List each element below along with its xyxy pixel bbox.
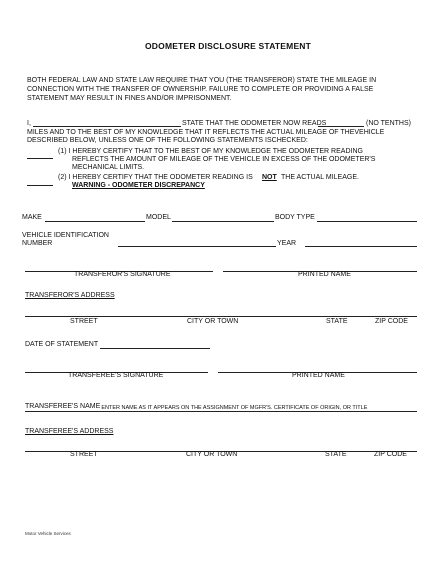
odometer-reading-field[interactable] [318,126,364,127]
transferee-signature-label: TRANSFEREE'S SIGNATURE [68,372,164,379]
transferor-zip-label: ZIP CODE [375,318,408,325]
transferee-address-label: TRANSFEREE'S ADDRESS [25,428,114,435]
body-type-label: BODY TYPE [275,214,315,221]
transferor-city-label: CITY OR TOWN [187,318,239,325]
form-title: ODOMETER DISCLOSURE STATEMENT [145,41,312,51]
model-field[interactable] [172,221,274,222]
statement-miles-line-2: DESCRIBED BELOW, UNLESS ONE OF THE FOLLOWING STATEMENTS ISCHECKED: [27,137,308,144]
vin-label-line-1: VEHICLE IDENTIFICATION [22,232,109,239]
year-label: YEAR [277,240,297,247]
transferee-name-field[interactable] [25,411,417,412]
transferee-printed-name-label: PRINTED NAME [292,372,345,379]
option-2-checkbox-line[interactable] [27,185,53,186]
option-2-not: NOT [262,174,277,181]
statement-no-tenths: (NO TENTHS) [366,120,411,127]
option-1-line-1: (1) I HEREBY CERTIFY THAT TO THE BEST OF MY KNOWLEDGE THE ODOMETER READING [58,148,363,155]
transferor-state-label: STATE [326,318,348,325]
option-1-line-3: MECHANICAL LIMITS. [72,164,145,171]
body-type-field[interactable] [317,221,417,222]
option-1-line-2: REFLECTS THE AMOUNT OF MILEAGE OF THE VEHICLE IN EXCESS OF THE ODOMETER'S [72,156,376,163]
make-field[interactable] [45,221,145,222]
transferee-zip-label: ZIP CODE [374,451,407,458]
transferee-street-label: STREET [70,451,98,458]
vin-field[interactable] [118,246,276,247]
statement-odometer-reads: STATE THAT THE ODOMETER NOW READS [182,120,327,127]
intro-line-2: CONNECTION WITH THE TRANSFER OF OWNERSHIP. FAILURE TO COMPLETE OR PROVIDING A FALSE [27,86,374,93]
model-label: MODEL [146,214,171,221]
transferee-state-label: STATE [325,451,347,458]
transferor-name-field[interactable] [33,126,181,127]
make-label: MAKE [22,214,42,221]
transferee-name-note: - ENTER NAME AS IT APPEARS ON THE ASSIGNMENT OF MGFR'S. CERTIFICATE OF ORIGIN, OR TITLE [98,405,368,411]
statement-miles-line-1: MILES AND TO THE BEST OF MY KNOWLEDGE THAT IT REFLECTS THE ACTUAL MILEAGE OF THEVEHICLE [27,129,385,136]
date-of-statement-field[interactable] [100,348,210,349]
footer-text: Motor Vehicle Services [25,531,71,536]
option-2-text-a: (2) I HEREBY CERTIFY THAT THE ODOMETER READING IS [58,174,253,181]
intro-line-1: BOTH FEDERAL LAW AND STATE LAW REQUIRE THAT YOU (THE TRANSFEROR) STATE THE MILEAGE IN [27,77,377,84]
transferor-signature-label: TRANSFEROR'S SIGNATURE [74,271,171,278]
transferee-city-label: CITY OR TOWN [186,451,238,458]
date-of-statement-label: DATE OF STATEMENT [25,341,99,348]
vin-label-line-2: NUMBER [22,240,53,247]
warning-text: WARNING - ODOMETER DISCREPANCY [72,182,205,189]
year-field[interactable] [305,246,417,247]
option-2-text-b: THE ACTUAL MILEAGE. [281,174,359,181]
intro-line-3: STATEMENT MAY RESULT IN FINES AND/OR IMPRISONMENT. [27,95,232,102]
transferee-name-label: TRANSFEREE'S NAME [25,403,101,410]
transferor-address-line[interactable] [25,316,417,317]
transferor-printed-name-label: PRINTED NAME [298,271,351,278]
transferor-street-label: STREET [70,318,98,325]
transferor-address-label: TRANSFEROR'S ADDRESS [25,292,115,299]
statement-i-label: I, [27,120,31,127]
option-1-checkbox-line[interactable] [27,158,53,159]
